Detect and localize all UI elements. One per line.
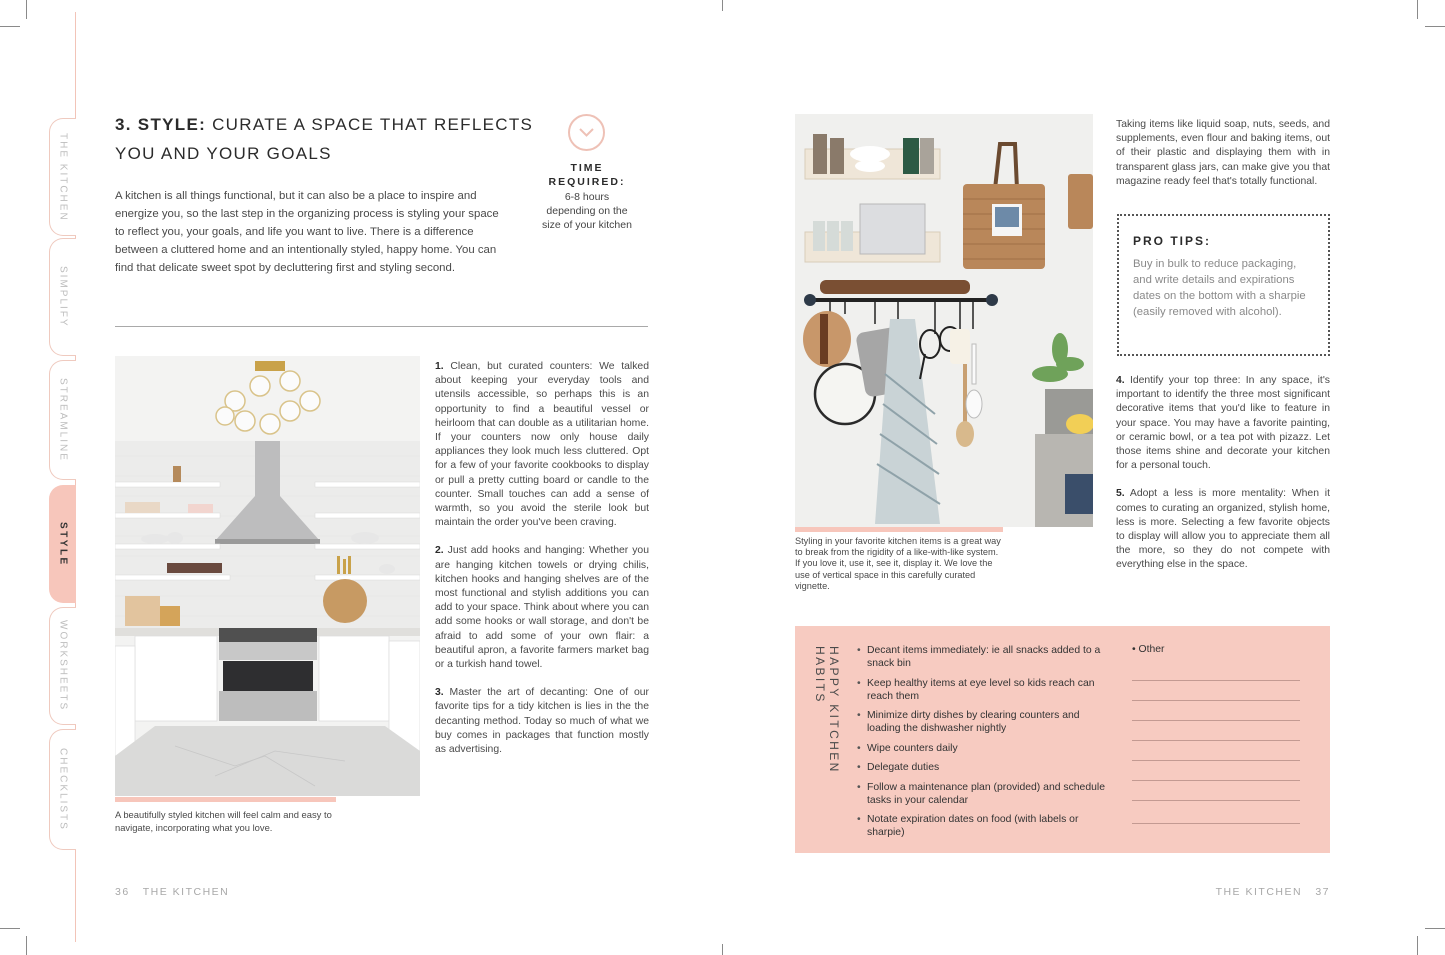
tip-3: 3. Master the art of decanting: One of our favorite tips for a tidy kitchen is lies in the the decanting method. Today so much of what we buy comes in packages that function mostly as advertising. [435, 687, 649, 756]
tip-1: 1. Clean, but curated counters: We talked about keeping your everyday tools and utensils accessible, so perhaps this is an opportunity to find a beautiful vessel or heirloom that can double as a utilitarian home. If your counters now only house daily appliances they look much less cluttered. Opt for a few of your favorite cookbooks to display or pull a pretty cutting board or candle to the counter. Small touches can add a sense of warmth, so you avoid the sterile look but maintain the order you've been craving. [435, 361, 649, 529]
tab-simplify[interactable]: SIMPLIFY [49, 238, 76, 356]
pro-tips-box [1117, 214, 1330, 356]
write-in-line[interactable] [1132, 720, 1300, 721]
tips-column-left [435, 360, 649, 771]
habits-list [855, 644, 1105, 846]
crop-mark [1425, 928, 1445, 929]
wall-storage-photo [795, 114, 1093, 527]
wall-photo-caption: Styling in your favorite kitchen items is a great way to break from the rigidity of a like-with-like system. If you love it, use it, see it, display it. We love the use of vertical space in this carefully curated vignette. [795, 536, 1001, 591]
tab-the-kitchen[interactable]: THE KITCHEN [49, 118, 76, 236]
divider [115, 326, 648, 327]
habit-item: • Minimize dirty dishes by clearing counters and loading the dishwasher nightly [855, 709, 1105, 735]
tip-2: 2. Just add hooks and hanging: Whether you are hanging kitchen towels or drying chilis, kitchen hooks and hanging shelves are of the most functional and stylish additions you can add to your space. Think about where you can add some hooks or wall storage, and don't be afraid to add some of your own flair: a beautiful apron, a favorite farmers market bag or a turkish hand towel. [435, 545, 649, 671]
habit-item: • Wipe counters daily [855, 742, 1105, 755]
habit-item: • Delegate duties [855, 761, 1105, 774]
habit-other-label: • Other [1132, 644, 1165, 655]
crop-mark [722, 944, 723, 955]
photo-accent-bar [795, 527, 1003, 532]
intro-paragraph: A kitchen is all things functional, but it can also be a place to inspire and energize you, so the last step in the organizing process is styling your space to reflect you, your goals, and life you want to live. There is a difference between a cluttered home and an intentionally styled, happy home. You can find that delicate sweet spot by decluttering first and styling second. [115, 190, 499, 274]
tab-worksheets[interactable]: WORKSHEETS [49, 607, 76, 725]
crop-mark [0, 26, 20, 27]
habit-item: • Notate expiration dates on food (with labels or sharpie) [855, 813, 1105, 839]
tip-5: 5. Adopt a less is more mentality: When it comes to curating an organized, stylish home, less is more. Selecting a few favorite objects to display will allow you to appreciate them all the more, so they do not compete with everything else in the space. [1116, 488, 1330, 571]
crop-mark [0, 928, 20, 929]
tips-column-right [1116, 374, 1330, 587]
tab-checklists[interactable]: CHECKLISTS [49, 729, 76, 850]
habit-item: • Decant items immediately: ie all snacks added to a snack bin [855, 644, 1105, 670]
pro-tips-title: PRO TIPS: [1133, 234, 1212, 248]
write-in-line[interactable] [1132, 700, 1300, 701]
happy-kitchen-habits-box [795, 626, 1330, 853]
habit-item: • Follow a maintenance plan (provided) and schedule tasks in your calendar [855, 781, 1105, 807]
crop-mark [1417, 0, 1418, 19]
write-in-line[interactable] [1132, 740, 1300, 741]
habits-title: HAPPY KITCHEN HABITS [813, 646, 841, 774]
habit-item: • Keep healthy items at eye level so kids reach can reach them [855, 677, 1105, 703]
kitchen-photo [115, 356, 420, 796]
crop-mark [26, 936, 27, 955]
time-required: TIME REQUIRED: 6-8 hours depending on the size of your kitchen [542, 162, 632, 232]
pro-tips-text: Buy in bulk to reduce packaging, and write details and expirations dates on the bottom with a sharpie (easily removed with alcohol). [1133, 258, 1306, 318]
page-folio-right: THE KITCHEN 37 [1215, 886, 1330, 898]
tab-style[interactable]: STYLE [49, 485, 76, 603]
clock-icon [568, 114, 605, 151]
tip-4: 4. Identify your top three: In any space, it's important to identify the three most significant decorative items that you'd like to feature in your space. You may have a favorite painting, or ceramic bowl, or a tea pot with pizazz. Let those items shine and decorate your kitchen for a personal touch. [1116, 375, 1330, 472]
crop-mark [1425, 26, 1445, 27]
write-in-line[interactable] [1132, 800, 1300, 801]
write-in-line[interactable] [1132, 680, 1300, 681]
photo-accent-bar [115, 797, 336, 802]
write-in-line[interactable] [1132, 780, 1300, 781]
page-title: 3. STYLE: CURATE A SPACE THAT REFLECTS YOU AND YOUR GOALS [115, 115, 534, 163]
write-in-line[interactable] [1132, 760, 1300, 761]
write-in-line[interactable] [1132, 823, 1300, 824]
kitchen-photo-caption: A beautifully styled kitchen will feel calm and easy to navigate, incorporating what you love. [115, 809, 332, 833]
crop-mark [1417, 936, 1418, 955]
crop-mark [722, 0, 723, 11]
crop-mark [26, 0, 27, 19]
tab-streamline[interactable]: STREAMLINE [49, 360, 76, 480]
continued-paragraph: Taking items like liquid soap, nuts, seeds, and supplements, even flour and baking items, out of their plastic and displaying them with in transparent glass jars, can make give you that magazine ready feel that's totally functional. [1116, 119, 1330, 187]
page-folio-left: 36 THE KITCHEN [115, 886, 230, 898]
